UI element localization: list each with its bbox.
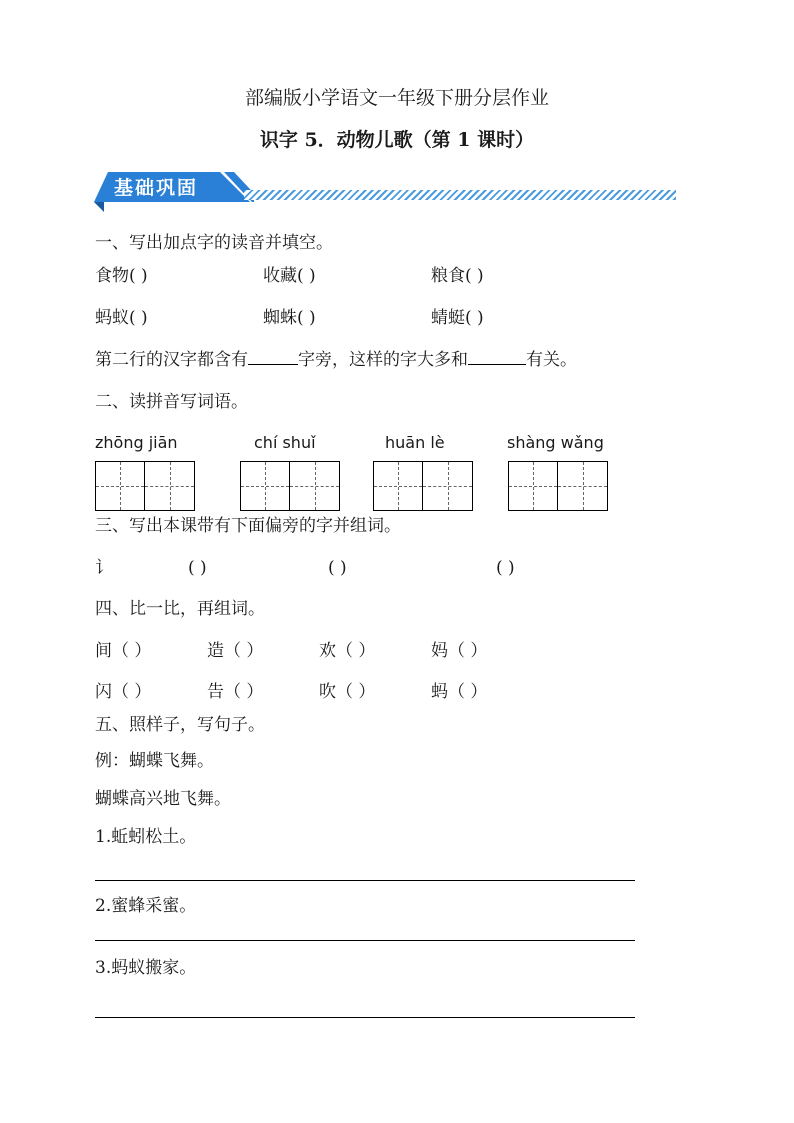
radical-label: 讠: [95, 558, 112, 578]
answer-parens: ( ): [328, 558, 347, 578]
pinyin-label: chí shuǐ: [254, 433, 316, 452]
fill-text-a: 第二行的汉字都含有: [95, 350, 248, 370]
writing-grid[interactable]: [240, 461, 340, 511]
compare-item: 闪（ ）: [95, 682, 152, 702]
q1-item: 蚂蚁( ): [95, 308, 148, 328]
q2-heading: 二、读拼音写词语。: [95, 392, 248, 412]
q1-item: 食物( ): [95, 266, 148, 286]
fill-blank-2[interactable]: [468, 348, 526, 365]
answer-line[interactable]: [95, 940, 635, 941]
pinyin-label: shàng wǎng: [507, 433, 604, 452]
q1-item: 收藏( ): [263, 266, 316, 286]
grid-cell[interactable]: [558, 462, 607, 510]
answer-parens: ( ): [188, 558, 207, 578]
fill-text-b: 字旁，这样的字大多和: [298, 350, 468, 370]
worksheet-title: 部编版小学语文一年级下册分层作业: [244, 87, 549, 109]
pinyin-label: huān lè: [385, 433, 445, 452]
answer-line[interactable]: [95, 1017, 635, 1018]
grid-cell[interactable]: [241, 462, 290, 510]
grid-cell[interactable]: [290, 462, 339, 510]
grid-cell[interactable]: [374, 462, 423, 510]
fill-blank-1[interactable]: [248, 348, 298, 365]
writing-grid[interactable]: [508, 461, 608, 511]
q5-heading: 五、照样子，写句子。: [95, 715, 265, 735]
compare-item: 造（ ）: [207, 641, 264, 661]
sentence-prompt: 3.蚂蚁搬家。: [95, 958, 197, 978]
compare-item: 欢（ ）: [319, 641, 376, 661]
answer-parens: ( ): [496, 558, 515, 578]
section-banner-label: 基础巩固: [114, 177, 199, 199]
pinyin-label: zhōng jiān: [95, 433, 178, 452]
grid-cell[interactable]: [96, 462, 145, 510]
section-divider-stripe: [244, 190, 676, 200]
sentence-prompt: 1.蚯蚓松土。: [95, 827, 197, 847]
sentence-prompt: 2.蜜蜂采蜜。: [95, 896, 197, 916]
q1-item: 粮食( ): [431, 266, 484, 286]
compare-item: 告（ ）: [207, 682, 264, 702]
example-sentence-expanded: 蝴蝶高兴地飞舞。: [95, 789, 231, 809]
q1-item: 蜻蜓( ): [431, 308, 484, 328]
q3-heading: 三、写出本课带有下面偏旁的字并组词。: [95, 516, 401, 536]
example-sentence: 例：蝴蝶飞舞。: [95, 751, 214, 771]
grid-cell[interactable]: [509, 462, 558, 510]
q1-fill-sentence: [95, 348, 577, 371]
q4-heading: 四、比一比，再组词。: [95, 599, 265, 619]
writing-grid[interactable]: [95, 461, 195, 511]
compare-item: 妈（ ）: [431, 641, 488, 661]
compare-item: 蚂（ ）: [431, 682, 488, 702]
lesson-title: 识字 5．动物儿歌（第 1 课时）: [259, 129, 535, 151]
fill-text-c: 有关。: [526, 350, 577, 370]
answer-line[interactable]: [95, 880, 635, 881]
compare-item: 间（ ）: [95, 641, 152, 661]
compare-item: 吹（ ）: [319, 682, 376, 702]
grid-cell[interactable]: [145, 462, 194, 510]
writing-grid[interactable]: [373, 461, 473, 511]
grid-cell[interactable]: [423, 462, 472, 510]
q1-heading: 一、写出加点字的读音并填空。: [95, 233, 333, 253]
q1-item: 蜘蛛( ): [263, 308, 316, 328]
